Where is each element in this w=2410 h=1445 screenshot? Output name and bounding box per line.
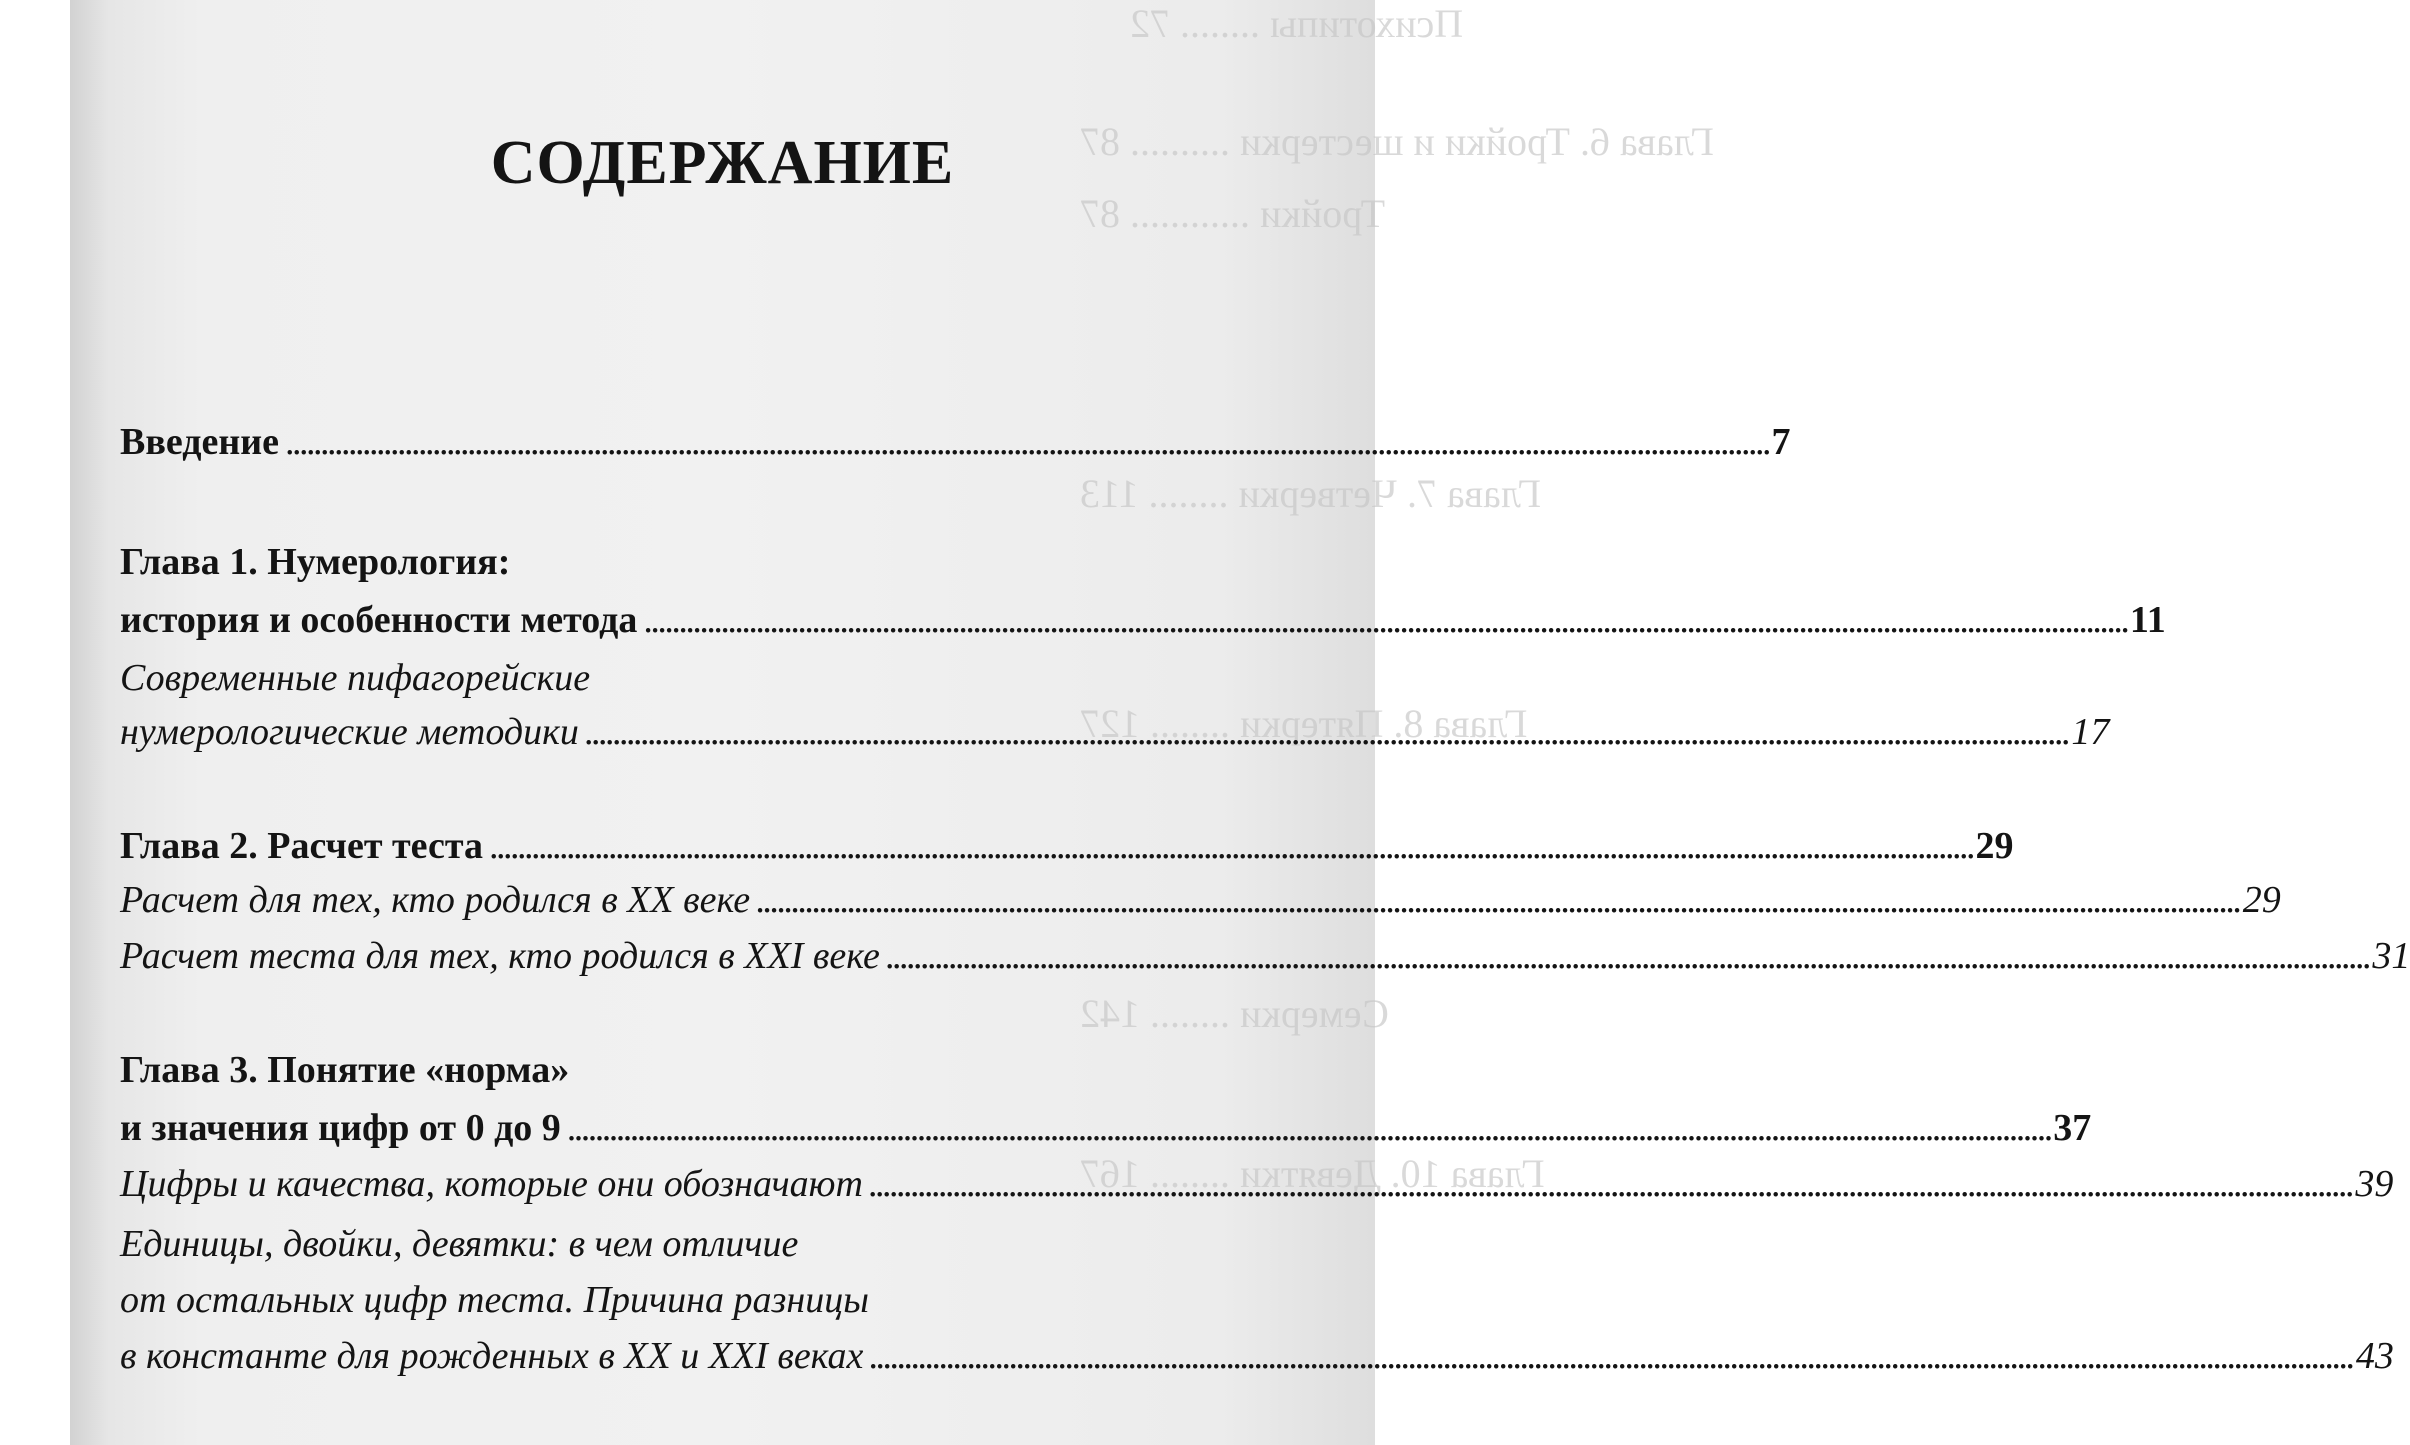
bleed-through-text: Глава 8. Пятерки ........ 127 (1080, 701, 1528, 746)
toc-page-number: 43 (2355, 1335, 2394, 1377)
bleed-through-text: Глава 7. Четверки ........ 113 (1080, 471, 1541, 516)
bleed-through-text: Тройки ............ 87 (1080, 191, 1386, 236)
toc-subentry-modern-methods-line-1 (120, 656, 1310, 700)
toc-page-number: 37 (2053, 1107, 2092, 1149)
page-title: СОДЕРЖАНИЕ (490, 129, 955, 197)
toc-entry-title: в константе для рожденных в XX и XXI веках (120, 1335, 864, 1377)
toc-subentry-ones-twos-nines-line-3 (120, 1334, 2394, 1378)
toc-entry-title: от остальных цифр теста. Причина разницы (120, 1279, 869, 1321)
toc-entry-introduction (120, 420, 1791, 464)
bleed-through-text: Семерки ........ 142 (1080, 991, 1389, 1036)
toc-subentry-xxi-century (120, 934, 2410, 978)
toc-entry-title: Введение (120, 421, 279, 463)
toc-page-number: 29 (2242, 879, 2281, 921)
bleed-through-text: Глава 6. Тройки и шестерки .......... 87 (1080, 119, 1714, 164)
toc-entry-chapter-3-line-2 (120, 1106, 2092, 1150)
toc-entry-title: Расчет для тех, кто родился в XX веке (120, 879, 751, 921)
toc-entry-title: история и особенности метода (120, 599, 638, 641)
dot-leader (643, 598, 2124, 642)
dot-leader (756, 878, 2237, 922)
toc-page-number: 7 (1771, 421, 1791, 463)
toc-entry-title: нумерологические методики (120, 711, 579, 753)
toc-subentry-ones-twos-nines-line-2 (120, 1278, 1310, 1322)
toc-entry-title: Расчет теста для тех, кто родился в XXI веке (120, 935, 880, 977)
dot-leader (869, 1162, 2350, 1206)
toc-entry-title: Глава 3. Понятие «норма» (120, 1049, 570, 1091)
toc-entry-title: Единицы, двойки, девятки: в чем отличие (120, 1223, 799, 1265)
toc-entry-chapter-2 (120, 824, 2014, 868)
dot-leader (585, 710, 2066, 754)
dot-leader (886, 934, 2367, 978)
toc-page-number: 11 (2129, 599, 2166, 641)
toc-entry-title: и значения цифр от 0 до 9 (120, 1107, 561, 1149)
toc-entry-chapter-1-line-2 (120, 598, 2166, 642)
bleed-through-text: Глава 10. Девятки ........ 167 (1080, 1151, 1545, 1196)
toc-entry-chapter-3-line-1 (120, 1048, 1310, 1092)
dot-leader (285, 420, 1766, 464)
toc-entry-title: Цифры и качества, которые они обозначают (120, 1163, 863, 1205)
dot-leader (567, 1106, 2048, 1150)
toc-page-number: 29 (1975, 825, 2014, 867)
toc-subentry-xx-century (120, 878, 2281, 922)
toc-page-number: 17 (2071, 711, 2110, 753)
bleed-through-text: Психотипы ........ 72 (1130, 1, 1464, 46)
dot-leader (489, 824, 1970, 868)
toc-entry-chapter-1-line-1 (120, 540, 1310, 584)
toc-entry-title: Современные пифагорейские (120, 657, 591, 699)
toc-entry-title: Глава 2. Расчет теста (120, 825, 484, 867)
toc-subentry-ones-twos-nines-line-1 (120, 1222, 1310, 1266)
toc-page-number: 31 (2372, 935, 2410, 977)
toc-entry-title: Глава 1. Нумерология: (120, 541, 511, 583)
toc-page-number: 39 (2355, 1163, 2394, 1205)
dot-leader (869, 1334, 2350, 1378)
book-page (70, 0, 2410, 1445)
